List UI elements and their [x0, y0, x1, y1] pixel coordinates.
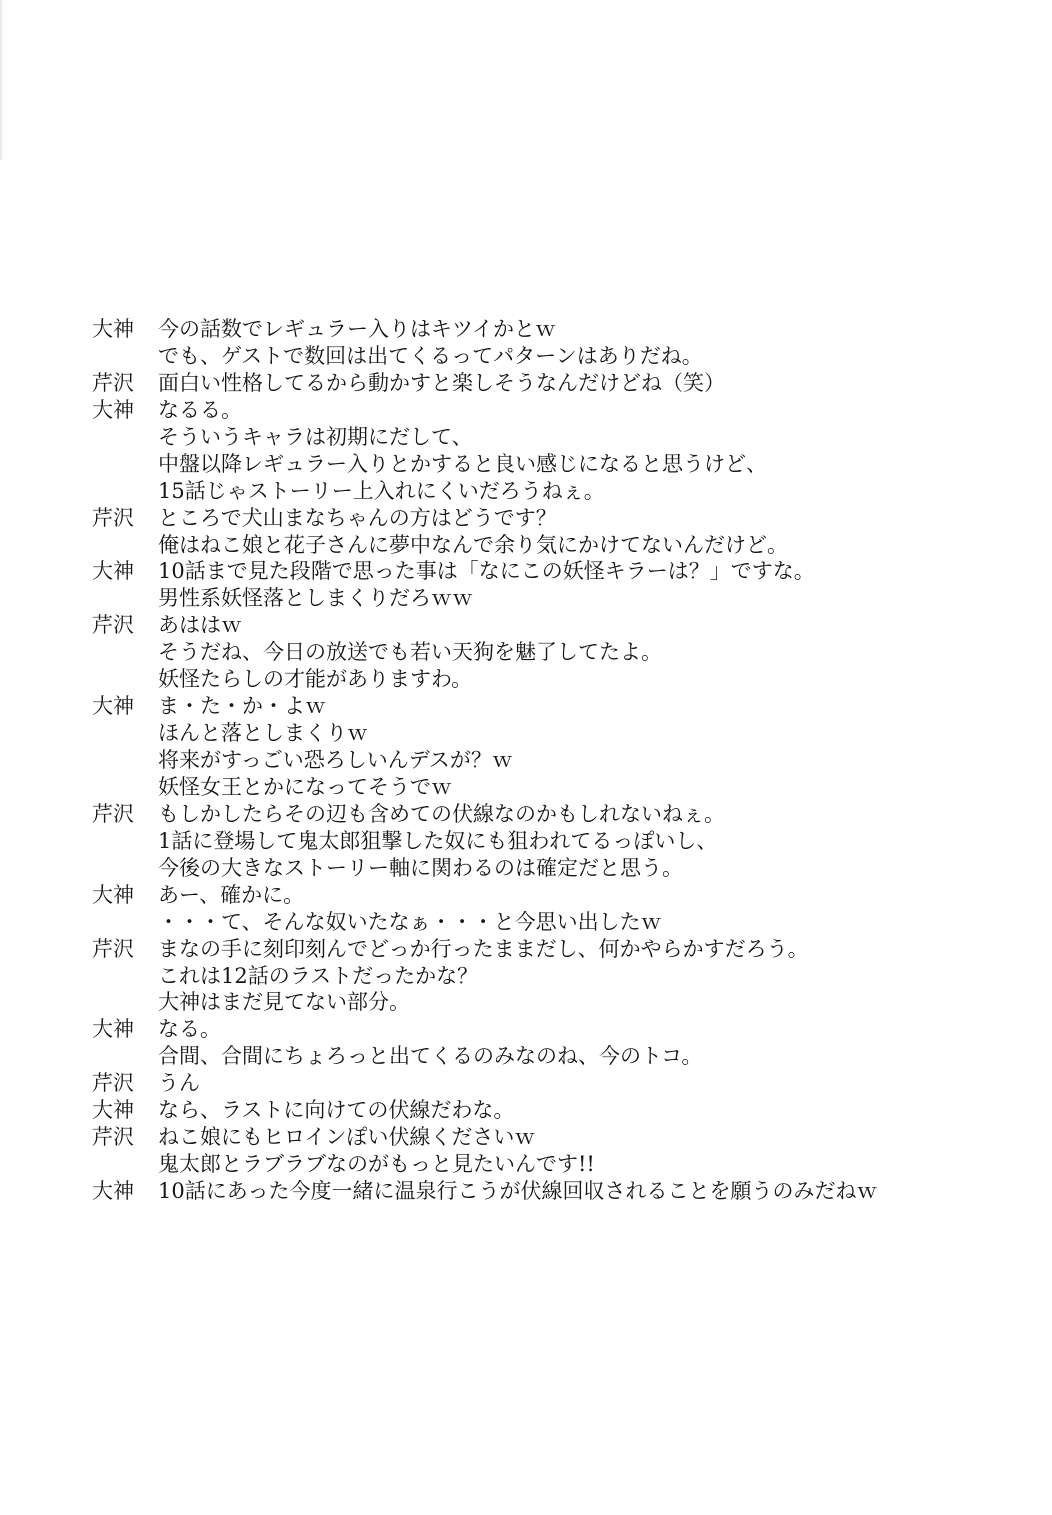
dialogue-text: まなの手に刻印刻んでどっか行ったままだし、何かやらかすだろう。	[158, 936, 809, 961]
dialogue-line	[92, 1016, 1022, 1043]
dialogue-text: なるる。	[158, 397, 242, 422]
dialogue-line	[92, 801, 1022, 828]
speaker-name: 大神	[92, 1017, 134, 1042]
dialogue-text: あー、確かに。	[158, 882, 305, 907]
dialogue-text: 妖怪たらしの才能がありますわ。	[158, 667, 473, 692]
dialogue-text: 今の話数でレギュラー入りはキツイかとｗ	[158, 317, 556, 341]
dialogue-text: ほんと落としまくりｗ	[158, 721, 368, 746]
dialogue-text: でも、ゲストで数回は出てくるってパターンはありだね。	[158, 343, 703, 368]
dialogue-text: なら、ラストに向けての伏線だわな。	[158, 1098, 515, 1123]
dialogue-text: 15話じゃストーリー上入れにくいだろうねぇ。	[158, 478, 605, 503]
dialogue-line	[92, 828, 1022, 855]
speaker-name: 芹沢	[92, 370, 134, 395]
dialogue-text: これは12話のラストだったかな？	[158, 963, 479, 988]
speaker-name: 大神	[92, 397, 134, 422]
speaker-name: 大神	[92, 317, 134, 341]
dialogue-text: 俺はねこ娘と花子さんに夢中なんで余り気にかけてないんだけど。	[158, 532, 788, 557]
dialogue-line	[92, 936, 1022, 963]
dialogue-line	[92, 909, 1022, 936]
dialogue-line	[92, 666, 1022, 693]
speaker-name: 芹沢	[92, 505, 134, 530]
speaker-name: 大神	[92, 882, 134, 907]
dialogue-line	[92, 370, 1022, 397]
dialogue-line	[92, 343, 1022, 370]
dialogue-text: 将来がすっごい恐ろしいんデスが？ｗ	[158, 748, 513, 772]
speaker-name: 芹沢	[92, 613, 134, 638]
dialogue-text: ・・・て、そんな奴いたなぁ・・・と今思い出したｗ	[158, 909, 662, 934]
speaker-name: 芹沢	[92, 1071, 134, 1096]
dialogue-line	[92, 612, 1022, 639]
dialogue-text: そういうキャラは初期にだして、	[158, 424, 473, 449]
dialogue-text: なる。	[158, 1017, 221, 1042]
dialogue-line	[92, 989, 1022, 1016]
dialogue-text: 面白い性格してるから動かすと楽しそうなんだけどね（笑）	[158, 370, 725, 395]
dialogue-line	[92, 451, 1022, 478]
speaker-name: 大神	[92, 1179, 134, 1203]
dialogue-text: 合間、合間にちょろっと出てくるのみなのね、今のトコ。	[158, 1044, 703, 1069]
dialogue-line	[92, 397, 1022, 424]
dialogue-line	[92, 558, 1022, 585]
dialogue-text: ねこ娘にもヒロインぽい伏線くださいｗ	[158, 1125, 536, 1150]
dialogue-text: 10話にあった今度一緒に温泉行こうが伏線回収されることを願うのみだねｗ	[158, 1179, 878, 1203]
speaker-name: 大神	[92, 1098, 134, 1123]
dialogue-line	[92, 639, 1022, 666]
dialogue-line	[92, 1124, 1022, 1151]
dialogue-line	[92, 855, 1022, 882]
dialogue-line	[92, 720, 1022, 747]
dialogue-text: あははｗ	[158, 613, 242, 638]
dialogue-line	[92, 1070, 1022, 1097]
dialogue-line	[92, 478, 1022, 505]
dialogue-text: 1話に登場して鬼太郎狙撃した奴にも狙われてるっぽいし、	[158, 828, 718, 853]
dialogue-text: 今後の大きなストーリー軸に関わるのは確定だと思う。	[158, 855, 683, 880]
dialogue-text: そうだね、今日の放送でも若い天狗を魅了してたよ。	[158, 640, 662, 665]
dialogue-text: 大神はまだ見てない部分。	[158, 990, 410, 1015]
dialogue-line	[92, 532, 1022, 559]
dialogue-line	[92, 963, 1022, 990]
dialogue-line	[92, 1043, 1022, 1070]
dialogue-text: ところで犬山まなちゃんの方はどうです？	[158, 505, 557, 530]
dialogue-text: 鬼太郎とラブラブなのがもっと見たいんです!!	[158, 1152, 595, 1177]
dialogue-text: 男性系妖怪落としまくりだろｗｗ	[158, 586, 473, 611]
dialogue-line	[92, 882, 1022, 909]
dialogue-line	[92, 774, 1022, 801]
dialogue-line	[92, 747, 1022, 774]
dialogue-line	[92, 585, 1022, 612]
dialogue-line	[92, 505, 1022, 532]
dialogue-transcript	[92, 316, 1022, 1205]
dialogue-line	[92, 1097, 1022, 1124]
dialogue-text: ま・た・か・よｗ	[158, 694, 326, 719]
dialogue-text: 10話まで見た段階で思った事は「なにこの妖怪キラーは？」ですな。	[158, 559, 815, 584]
dialogue-text: もしかしたらその辺も含めての伏線なのかもしれないねぇ。	[158, 801, 725, 826]
speaker-name: 大神	[92, 694, 134, 719]
dialogue-line	[92, 1151, 1022, 1178]
dialogue-text: うん	[158, 1071, 200, 1096]
dialogue-text: 妖怪女王とかになってそうでｗ	[158, 774, 452, 799]
dialogue-line	[92, 424, 1022, 451]
speaker-name: 芹沢	[92, 936, 134, 961]
speaker-name: 大神	[92, 559, 134, 584]
speaker-name: 芹沢	[92, 801, 134, 826]
dialogue-line	[92, 693, 1022, 720]
speaker-name: 芹沢	[92, 1125, 134, 1150]
page-edge-shadow	[0, 0, 4, 160]
dialogue-line	[92, 316, 1022, 343]
dialogue-line	[92, 1178, 1022, 1205]
dialogue-text: 中盤以降レギュラー入りとかすると良い感じになると思うけど、	[158, 451, 767, 476]
